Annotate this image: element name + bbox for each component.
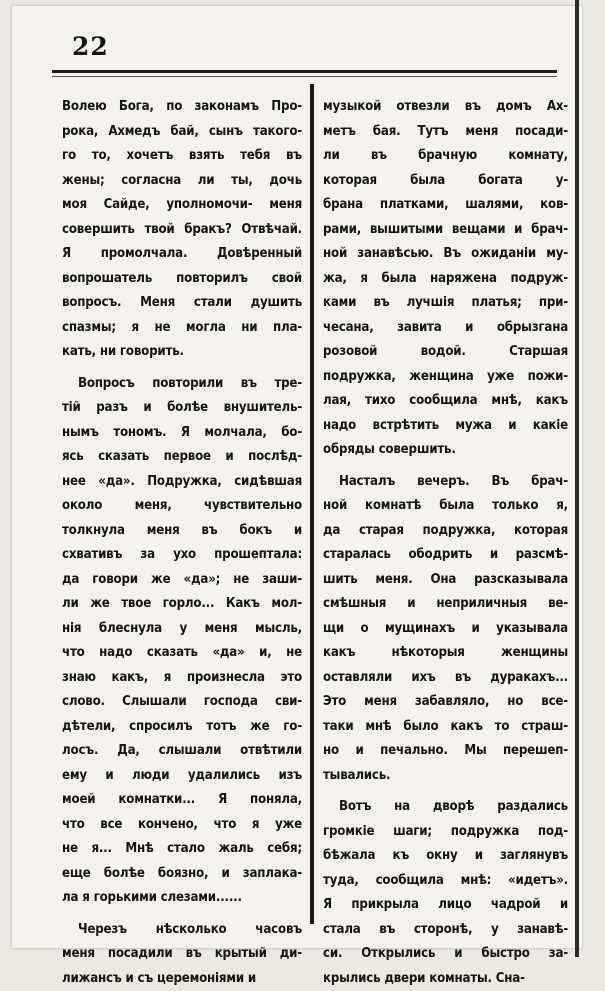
text-line: ла я горькими слезами...... <box>62 886 302 911</box>
text-line: совершить твой бракъ? Отвѣчай. <box>62 218 302 243</box>
text-line: лижансъ и съ церемоніями и <box>62 967 302 991</box>
text-line: смѣшныя и неприличныя ве- <box>323 592 568 617</box>
text-line: ной комнатѣ была только я, <box>323 494 568 519</box>
text-line: брана платками, шалями, ков- <box>323 193 568 218</box>
text-line: жа, я была наряжена подруж- <box>323 267 568 292</box>
text-line: стала въ сторонѣ, у занавѣ- <box>323 918 568 943</box>
text-line: надо встрѣтить мужа и какіе <box>323 414 568 439</box>
text-line: нымъ тономъ. Я молчала, бо- <box>62 421 302 446</box>
text-line: дѣтели, спросилъ тотъ же го- <box>62 715 302 740</box>
text-line: Вопросъ повторили въ тре- <box>62 372 302 397</box>
text-line: меня посадили въ крытый ди- <box>62 942 302 967</box>
text-line: ясь сказать первое и послѣд- <box>62 445 302 470</box>
header-rule-thin <box>52 76 557 77</box>
paragraph-gap <box>323 463 568 470</box>
text-line: громкіе шаги; подружка под- <box>323 820 568 845</box>
text-line: моей комнатки... Я поняла, <box>62 788 302 813</box>
text-line: лая, тихо сообщила мнѣ, какъ <box>323 389 568 414</box>
text-line: музыкой отвезли въ домъ Ах- <box>323 95 568 120</box>
text-line: рока, Ахмедъ бай, сынъ такого- <box>62 120 302 145</box>
paragraph-gap <box>323 788 568 795</box>
text-line: туда, сообщила мнѣ: «идетъ». <box>323 869 568 894</box>
text-line: нія блеснула у меня мысль, <box>62 617 302 642</box>
text-line: ной занавѣсью. Въ ожиданіи му- <box>323 242 568 267</box>
text-line: крылись двери комнаты. Сна- <box>323 967 568 991</box>
text-line: толкнула меня въ бокъ и <box>62 519 302 544</box>
text-line: спазмы; я не могла ни пла- <box>62 316 302 341</box>
page-number: 22 <box>72 32 109 61</box>
text-line: слово. Слышали господа сви- <box>62 690 302 715</box>
text-line: обряды совершить. <box>323 438 568 463</box>
page-edge <box>575 0 579 957</box>
text-line: схвативъ за ухо прошептала: <box>62 543 302 568</box>
text-line: нее «да». Подружка, сидѣвшая <box>62 470 302 495</box>
text-line: тывались. <box>323 764 568 789</box>
text-line: ему и люди удалились изъ <box>62 764 302 789</box>
text-line: оставляли ихъ въ дуракахъ... <box>323 666 568 691</box>
text-line: что все кончено, что я уже <box>62 813 302 838</box>
text-line: рами, вышитыми вещами и брач- <box>323 218 568 243</box>
text-line: ками въ лучшія платья; при- <box>323 291 568 316</box>
text-line: Я прикрыла лицо чадрой и <box>323 893 568 918</box>
text-line: си. Открылись и быстро за- <box>323 942 568 967</box>
text-line: чесана, завита и обрызгана <box>323 316 568 341</box>
paragraph-gap <box>62 911 302 918</box>
header-rule <box>52 70 557 73</box>
text-line: не я... Мнѣ стало жаль себя; <box>62 837 302 862</box>
left-column <box>62 95 302 991</box>
text-line: розовой водой. Старшая <box>323 340 568 365</box>
text-line: что надо сказать «да» и, не <box>62 641 302 666</box>
text-line: моя Сайде, уполномочи- меня <box>62 193 302 218</box>
text-line: го то, хочетъ взять тебя въ <box>62 144 302 169</box>
text-line: Волею Бога, по законамъ Про- <box>62 95 302 120</box>
text-line: Насталъ вечеръ. Въ брач- <box>323 470 568 495</box>
text-line: лосъ. Да, слышали отвѣтили <box>62 739 302 764</box>
text-line: да говори же «да»; не заши- <box>62 568 302 593</box>
text-line: Черезъ нѣсколько часовъ <box>62 918 302 943</box>
text-line: да старая подружка, которая <box>323 519 568 544</box>
text-line: около меня, чувствительно <box>62 494 302 519</box>
text-line: Я промолчала. Довѣренный <box>62 242 302 267</box>
text-line: вопросъ. Меня стали душить <box>62 291 302 316</box>
text-line: но и печально. Мы перешеп- <box>323 739 568 764</box>
bleed-through-text <box>260 30 550 60</box>
text-line: подружка, женщина уже пожи- <box>323 365 568 390</box>
text-line: знаю какъ, я произнесла это <box>62 666 302 691</box>
text-line: ли въ брачную комнату, <box>323 144 568 169</box>
text-line: тій разъ и болѣе внушитель- <box>62 396 302 421</box>
text-line: кать, ни говорить. <box>62 340 302 365</box>
text-line: жены; согласна ли ты, дочь <box>62 169 302 194</box>
text-line: щи о мущинахъ и указывала <box>323 617 568 642</box>
text-line: шить меня. Она разсказывала <box>323 568 568 593</box>
text-line: какъ нѣкоторыя женщины <box>323 641 568 666</box>
text-line: метъ бая. Тутъ меня посади- <box>323 120 568 145</box>
text-line: которая была богата у- <box>323 169 568 194</box>
text-line: Это меня забавляло, но все- <box>323 690 568 715</box>
text-line: вопрошатель повторилъ свой <box>62 267 302 292</box>
column-divider <box>310 84 314 924</box>
text-line: старалась ободрить и разсмѣ- <box>323 543 568 568</box>
text-line: Вотъ на дворѣ раздались <box>323 795 568 820</box>
text-line: еще болѣе боязно, и заплака- <box>62 862 302 887</box>
text-line: ли же твое горло... Какъ мол- <box>62 592 302 617</box>
paragraph-gap <box>62 365 302 372</box>
text-line: таки мнѣ было какъ то страш- <box>323 715 568 740</box>
right-column <box>323 95 568 991</box>
text-line: бѣжала къ окну и заглянувъ <box>323 844 568 869</box>
